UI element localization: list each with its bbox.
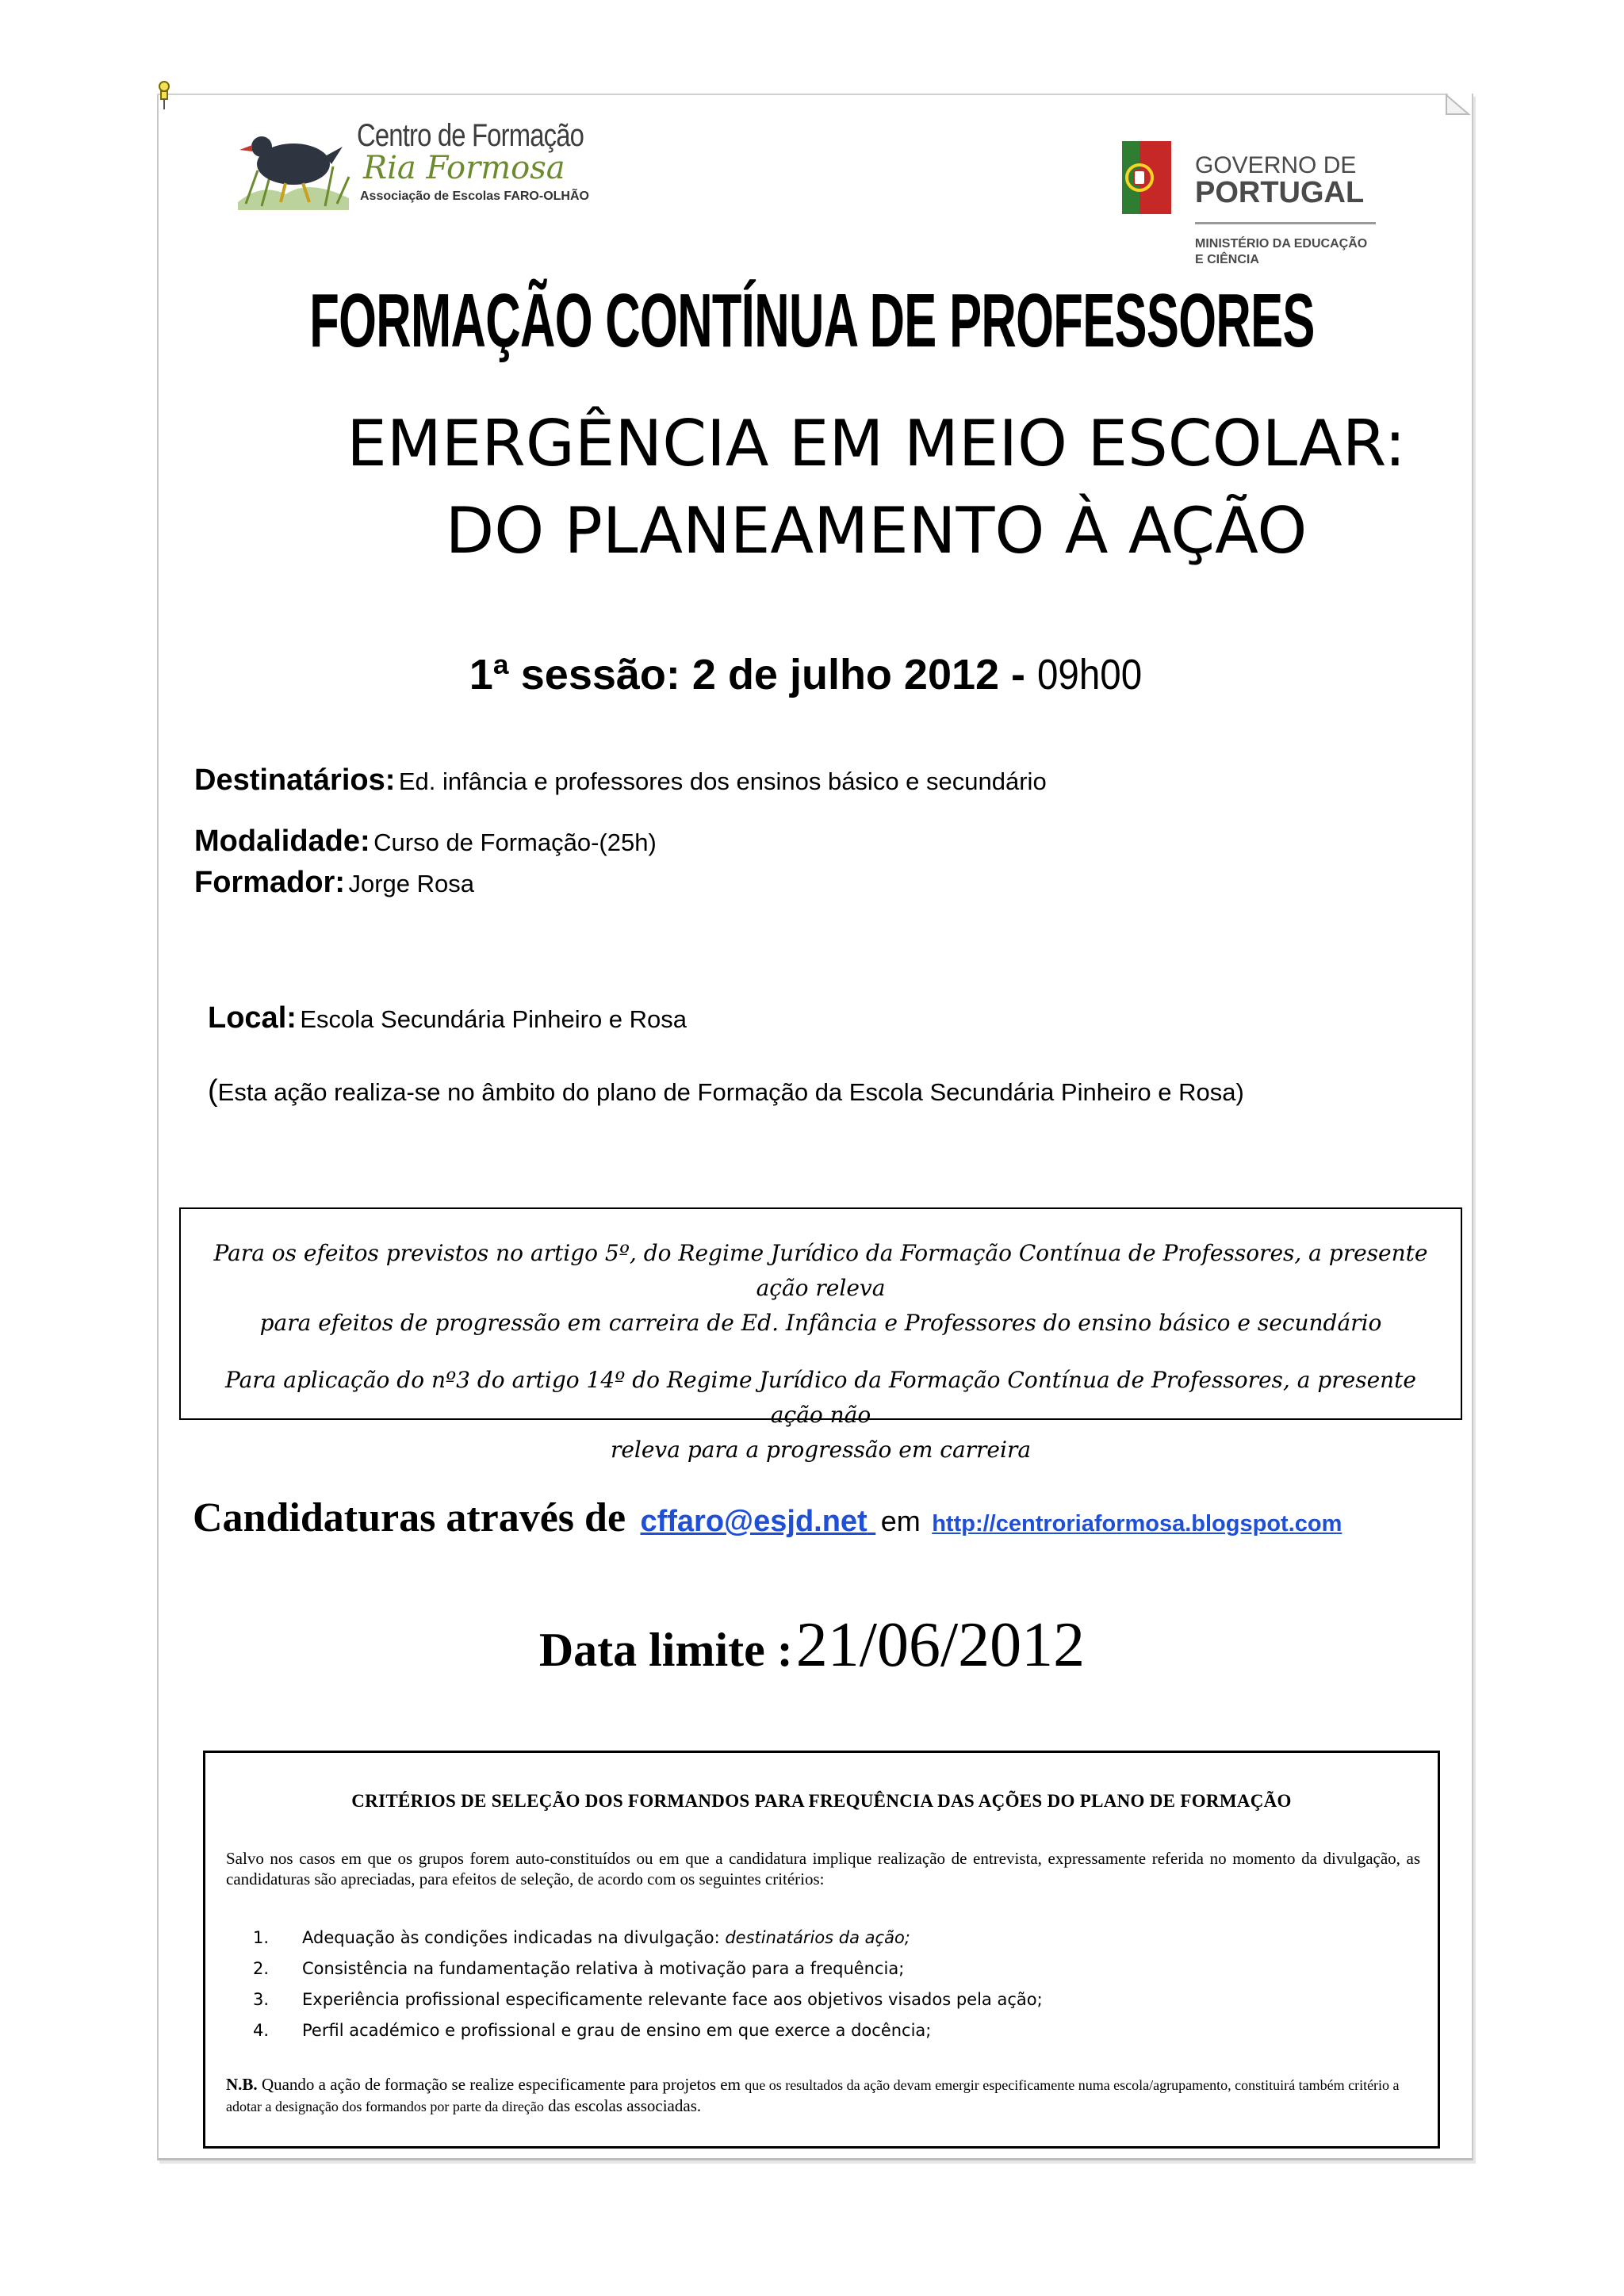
modalidade-value: Curso de Formação-(25h) [373,828,657,856]
criteria-item-text: Adequação às condições indicadas na divulgação: [302,1928,726,1947]
session-label: 1ª sessão: 2 de julho 2012 - [469,651,1026,698]
criteria-nb [226,2074,1420,2117]
legal-notice-p1-line2: para efeitos de progressão em carreira de Ed. Infância e Professores do ensino básico e secundário [259,1310,1382,1336]
centro-formacao-logo [230,115,589,210]
criteria-heading: CRITÉRIOS DE SELEÇÃO DOS FORMANDOS PARA FREQUÊNCIA DAS AÇÕES DO PLANO DE FORMAÇÃO [351,1791,1292,1811]
centro-logo-line3: Associação de Escolas FARO-OLHÃO [360,189,589,203]
session-info [159,650,1467,699]
criteria-item-text: Consistência na fundamentação relativa à motivação para a frequência; [302,1959,905,1978]
session-time: 09h00 [1037,651,1143,698]
local-label: Local: [208,1001,297,1035]
local-row [208,1001,687,1035]
gov-logo-line4: E CIÊNCIA [1195,253,1259,266]
email-underline-gap [868,1505,876,1538]
note-paren: ( [208,1074,218,1108]
criteria-item-number: 4. [253,2021,270,2040]
gov-logo-divider [1195,222,1376,224]
deadline-line [0,1609,1624,1682]
gov-logo-line2: PORTUGAL [1195,176,1365,209]
criteria-item-number: 1. [253,1928,270,1947]
email-link[interactable]: cffaro@esjd.net [640,1505,868,1538]
course-title-line2: DO PLANEAMENTO À AÇÃO [445,494,1308,568]
candidaturas-line [193,1494,1342,1541]
deadline-label: Data limite : [538,1624,793,1676]
nb-text3: das escolas associadas. [543,2096,702,2115]
gov-logo-line3: MINISTÉRIO DA EDUCAÇÃO [1195,237,1368,251]
local-value: Escola Secundária Pinheiro e Rosa [300,1005,688,1033]
formador-label: Formador: [194,866,345,899]
criteria-item [253,1984,1043,2015]
centro-logo-line2: Ria Formosa [363,150,565,186]
note-text: Esta ação realiza-se no âmbito do plano de Formação da Escola Secundária Pinheiro e Rosa) [217,1078,1244,1106]
formador-row [194,866,474,900]
destinatarios-row [194,763,1047,798]
formador-value: Jorge Rosa [348,870,474,897]
destinatarios-value: Ed. infância e professores dos ensinos básico e secundário [398,767,1047,795]
centro-logo-line1: Centro de Formação [357,118,584,153]
criteria-item [253,1954,1043,1984]
legal-notice-p1 [181,1236,1461,1341]
page-fold-icon [1445,94,1472,116]
course-title [159,400,1594,575]
criteria-box [203,1751,1440,2149]
criteria-item-text: Perfil académico e profissional e grau de ensino em que exerce a docência; [302,2021,932,2040]
gov-logo-line1: GOVERNO DE [1195,152,1357,178]
governo-portugal-logo [1122,141,1376,276]
criteria-item-text: Experiência profissional especificamente relevante face aos objetivos visados pela ação; [302,1990,1043,2009]
deadline-date: 21/06/2012 [795,1610,1086,1680]
legal-notice-p1-line1: Para os efeitos previstos no artigo 5º, do Regime Jurídico da Formação Contínua de Professores, a presente ação releva [213,1240,1428,1301]
nb-label: N.B. [226,2075,258,2094]
page-top-edge [157,94,1448,95]
destinatarios-label: Destinatários: [194,763,396,797]
moorhen-bird-icon [230,115,357,210]
legal-notice-p2-line1: Para aplicação do nº3 do artigo 14º do Regime Jurídico da Formação Contínua de Professores, a presente ação não [225,1367,1416,1428]
criteria-intro: Salvo nos casos em que os grupos forem auto-constituídos ou em que a candidatura implique realização de entrevista, expressamente referida no momento da divulgação, as candidaturas são apreciadas, para efeitos de seleção, de acordo com os seguintes critérios: [226,1849,1420,1888]
em-word: em [880,1505,921,1537]
nb-text1: Quando a ação de formação se realize especificamente para projetos em [257,2075,745,2094]
criteria-item [253,1923,1043,1954]
criteria-item [253,2015,1043,2046]
gov-logo-ministry [1195,236,1367,268]
criteria-list [253,1923,1043,2046]
criteria-item-number: 3. [253,1990,270,2009]
legal-notice-p2-line2: releva para a progressão em carreira [610,1437,1032,1463]
legal-notice-p2 [181,1363,1461,1468]
note-row [208,1074,1244,1108]
banner-title: FORMAÇÃO CONTÍNUA DE PROFESSORES [309,278,1315,363]
course-title-line1: EMERGÊNCIA EM MEIO ESCOLAR: [347,407,1406,480]
nb-text2: que os resultados da ação devam emergir especificamente numa escola/agrupamento, constituirá também critério a adotar a designação dos formandos por parte da direção [226,2077,1400,2114]
pushpin-icon [155,79,173,111]
candidaturas-label: Candidaturas através de [193,1495,626,1540]
criteria-item-number: 2. [253,1959,270,1978]
blog-url-link[interactable]: http://centroriaformosa.blogspot.com [932,1511,1342,1536]
modalidade-row [194,825,657,859]
legal-notice-box [179,1207,1462,1463]
criteria-item-italic: destinatários da ação; [725,1928,910,1947]
portugal-flag-icon [1122,141,1171,214]
modalidade-label: Modalidade: [194,825,370,858]
